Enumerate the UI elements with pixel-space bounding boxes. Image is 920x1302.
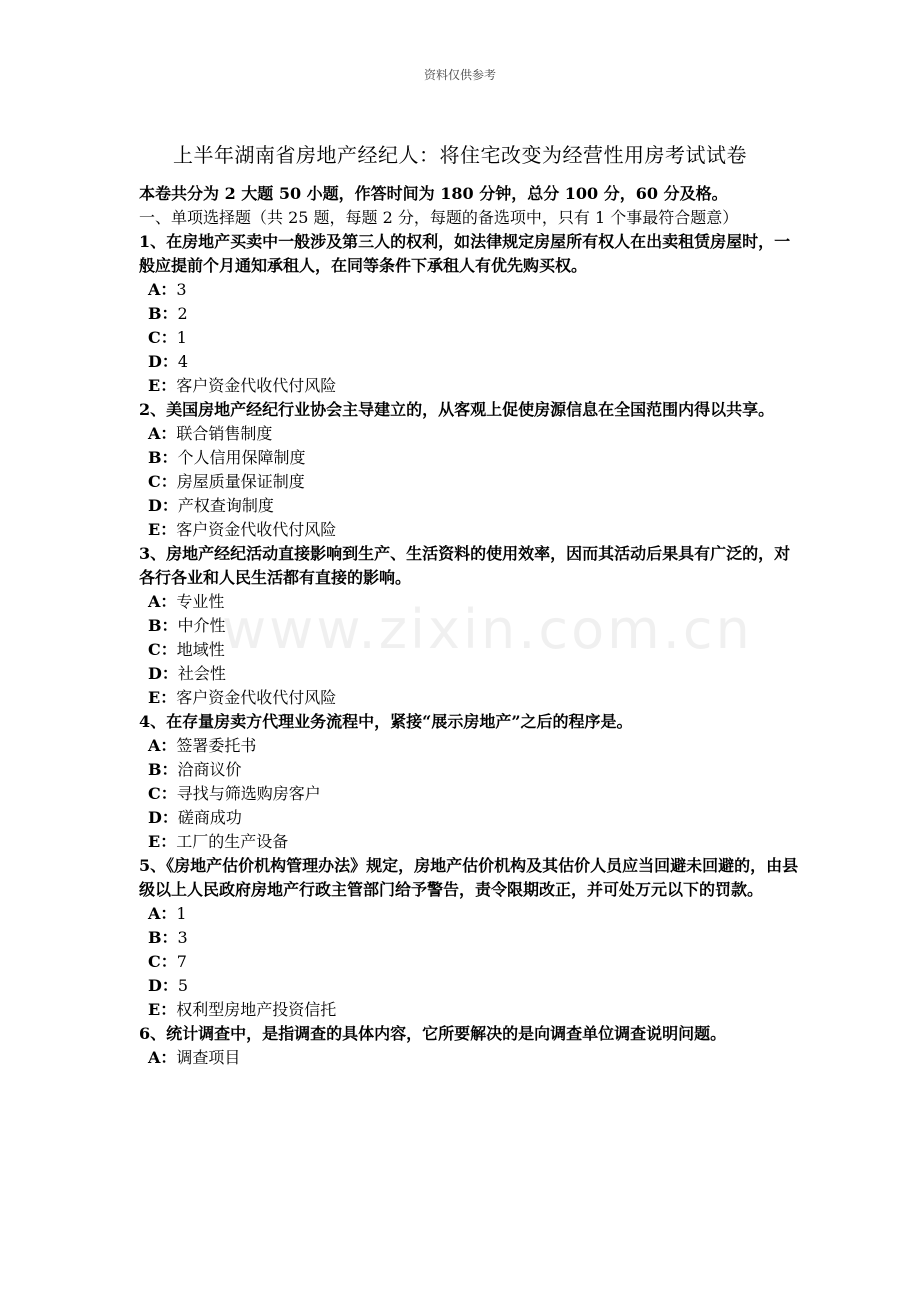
- option-letter: E：: [148, 520, 177, 539]
- option-text: 1: [176, 328, 187, 347]
- question-stem: 4、在存量房卖方代理业务流程中，紧接“展示房地产”之后的程序是。: [139, 712, 633, 731]
- answer-option: [139, 734, 799, 758]
- option-text: 签署委托书: [176, 736, 257, 755]
- option-text: 2: [177, 304, 188, 323]
- option-letter: C：: [148, 952, 177, 971]
- option-text: 7: [176, 952, 187, 971]
- option-text: 客户资金代收代付风险: [176, 520, 337, 539]
- watermark: www.zixin.com.cn: [222, 598, 753, 661]
- option-text: 客户资金代收代付风险: [176, 688, 337, 707]
- question-block: [139, 398, 799, 542]
- answer-option: [139, 326, 799, 350]
- answer-option: [139, 830, 799, 854]
- answer-option: [139, 662, 799, 686]
- option-text: 权利型房地产投资信托: [176, 1000, 337, 1019]
- option-letter: D：: [148, 352, 178, 371]
- option-letter: C：: [148, 640, 177, 659]
- question-list: [139, 230, 799, 1070]
- answer-option: [139, 758, 799, 782]
- option-text: 1: [176, 904, 187, 923]
- answer-option: [139, 782, 799, 806]
- option-letter: E：: [148, 688, 177, 707]
- question-block: [139, 710, 799, 854]
- option-text: 洽商议价: [177, 760, 242, 779]
- option-letter: A：: [148, 592, 177, 611]
- question-block: [139, 1022, 799, 1070]
- answer-option: [139, 374, 799, 398]
- answer-option: [139, 998, 799, 1022]
- option-text: 3: [176, 280, 187, 299]
- option-letter: B：: [148, 448, 178, 467]
- exam-summary: 本卷共分为 2 大题 50 小题，作答时间为 180 分钟，总分 100 分，60 分及格。: [139, 184, 728, 203]
- option-letter: D：: [148, 808, 178, 827]
- header-note: 资料仅供参考: [423, 68, 496, 82]
- answer-option: [139, 902, 799, 926]
- answer-option: [139, 638, 799, 662]
- option-letter: B：: [148, 928, 178, 947]
- answer-option: [139, 302, 799, 326]
- question-block: [139, 542, 799, 710]
- question-stem: 1、在房地产买卖中一般涉及第三人的权利，如法律规定房屋所有权人在出卖租赁房屋时，一般应提前个月通知承租人，在同等条件下承租人有优先购买权。: [139, 232, 791, 275]
- option-text: 磋商成功: [177, 808, 242, 827]
- option-text: 个人信用保障制度: [177, 448, 306, 467]
- option-letter: A：: [148, 280, 177, 299]
- option-letter: A：: [148, 736, 177, 755]
- option-text: 客户资金代收代付风险: [176, 376, 337, 395]
- answer-option: [139, 518, 799, 542]
- page-title: 上半年湖南省房地产经纪人：将住宅改变为经营性用房考试试卷: [173, 143, 747, 167]
- option-letter: A：: [148, 424, 177, 443]
- answer-option: [139, 470, 799, 494]
- option-text: 联合销售制度: [176, 424, 273, 443]
- document-body: [139, 182, 799, 1070]
- question-stem: 5、《房地产估价机构管理办法》规定，房地产估价机构及其估价人员应当回避未回避的，由县级以上人民政府房地产行政主管部门给予警告，责令限期改正，并可处万元以下的罚款。: [139, 856, 799, 899]
- option-letter: C：: [148, 328, 177, 347]
- answer-option: [139, 278, 799, 302]
- answer-option: [139, 950, 799, 974]
- option-text: 3: [177, 928, 188, 947]
- answer-option: [139, 446, 799, 470]
- question-stem: 3、房地产经纪活动直接影响到生产、生活资料的使用效率，因而其活动后果具有广泛的，对各行各业和人民生活都有直接的影响。: [139, 544, 791, 587]
- option-letter: D：: [148, 664, 178, 683]
- option-letter: C：: [148, 784, 177, 803]
- option-letter: B：: [148, 304, 178, 323]
- answer-option: [139, 494, 799, 518]
- option-letter: A：: [148, 904, 177, 923]
- option-text: 工厂的生产设备: [176, 832, 289, 851]
- option-text: 4: [177, 352, 189, 371]
- section-heading: 一、单项选择题（共 25 题，每题 2 分，每题的备选项中，只有 1 个事最符合题意）: [139, 208, 739, 227]
- option-text: 产权查询制度: [177, 496, 274, 515]
- answer-option: [139, 590, 799, 614]
- answer-option: [139, 1046, 799, 1070]
- option-letter: D：: [148, 496, 178, 515]
- answer-option: [139, 926, 799, 950]
- option-text: 5: [177, 976, 189, 995]
- answer-option: [139, 614, 799, 638]
- option-text: 调查项目: [176, 1048, 241, 1067]
- option-text: 房屋质量保证制度: [176, 472, 305, 491]
- option-text: 中介性: [177, 616, 226, 635]
- answer-option: [139, 806, 799, 830]
- option-text: 社会性: [177, 664, 226, 683]
- option-letter: C：: [148, 472, 177, 491]
- answer-option: [139, 974, 799, 998]
- option-letter: E：: [148, 376, 177, 395]
- option-letter: A：: [148, 1048, 177, 1067]
- question-stem: 6、统计调查中，是指调查的具体内容，它所要解决的是向调查单位调查说明问题。: [139, 1024, 727, 1043]
- question-stem: 2、美国房地产经纪行业协会主导建立的，从客观上促使房源信息在全国范围内得以共享。: [139, 400, 775, 419]
- option-letter: B：: [148, 616, 178, 635]
- option-text: 专业性: [176, 592, 225, 611]
- option-letter: D：: [148, 976, 178, 995]
- answer-option: [139, 422, 799, 446]
- option-letter: B：: [148, 760, 178, 779]
- question-block: [139, 230, 799, 398]
- option-letter: E：: [148, 1000, 177, 1019]
- answer-option: [139, 686, 799, 710]
- answer-option: [139, 350, 799, 374]
- option-text: 寻找与筛选购房客户: [176, 784, 321, 803]
- option-letter: E：: [148, 832, 177, 851]
- option-text: 地域性: [176, 640, 225, 659]
- question-block: [139, 854, 799, 1022]
